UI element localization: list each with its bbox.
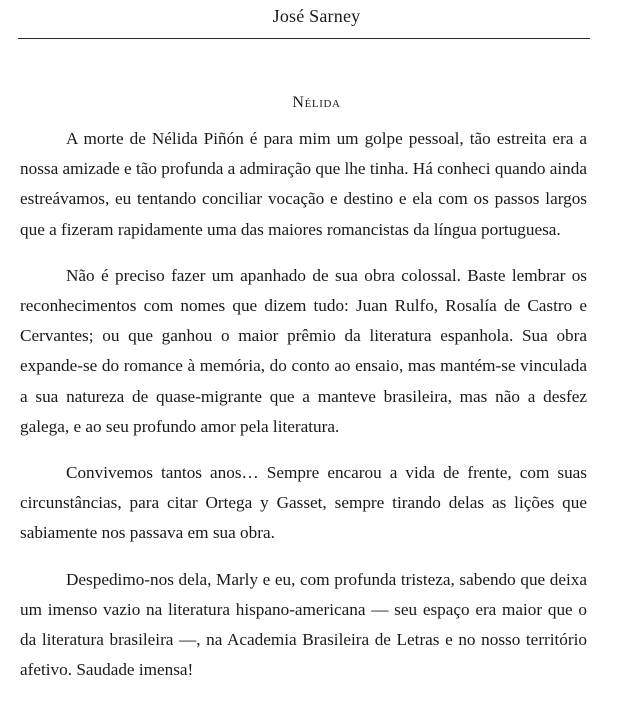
- running-header-author: José Sarney: [272, 6, 361, 26]
- article-title: Nélida: [292, 94, 341, 111]
- article-body: [20, 124, 587, 701]
- paragraph-2: Não é preciso fazer um apanhado de sua obra colossal. Baste lembrar os reconhecimentos com nomes que dizem tudo: Juan Rulfo, Rosalía de Castro e Cervantes; ou que ganhou o maior prêmio da literatura espanhola. Sua obra expande-se do romance à memória, do conto ao ensaio, mas mantém-se vinculada a sua natureza de quase-migrante que a manteve brasileira, mas não a desfez galega, e ao seu profundo amor pela literatura.: [20, 265, 587, 436]
- paragraph-1: A morte de Nélida Piñón é para mim um golpe pessoal, tão estreita era a nossa amizade e tão profunda a admiração que lhe tinha. Há conheci quando ainda estreávamos, eu tentando conciliar vocação e destino e ela com os passos largos que a fizeram rapidamente uma das maiores romancistas da língua portuguesa.: [20, 129, 587, 239]
- header-divider: [18, 38, 590, 39]
- paragraph-3: Convivemos tantos anos… Sempre encarou a vida de frente, com suas circunstâncias, para citar Ortega y Gasset, sempre tirando delas as lições que sabiamente nos passava em sua obra.: [20, 463, 587, 543]
- paragraph-4: Despedimo-nos dela, Marly e eu, com profunda tristeza, sabendo que deixa um imenso vazio na literatura hispano-americana — seu espaço era maior que o da literatura brasileira —, na Academia Brasileira de Letras e no nosso território afetivo. Saudade imensa!: [20, 569, 587, 680]
